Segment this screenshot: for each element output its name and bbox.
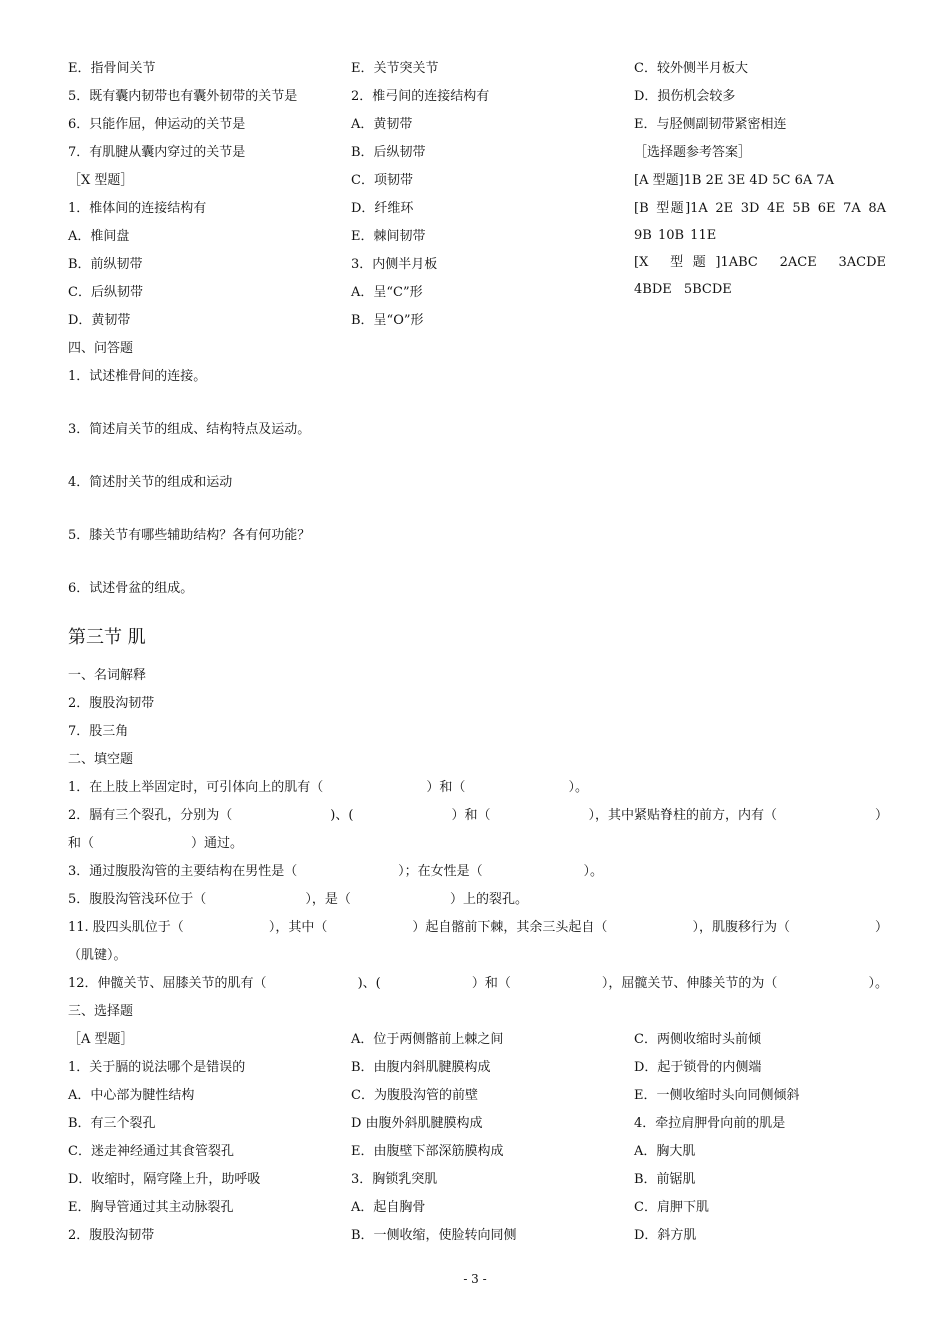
text-line: ［X 型题］ [68, 173, 134, 188]
text-line: A．黄韧带 [351, 117, 413, 132]
fill-text: 5．腹股沟管浅环位于（ [68, 892, 207, 907]
fill-item [68, 914, 888, 942]
fill-text: 1．在上肢上举固定时，可引体向上的肌有（ [68, 780, 324, 795]
fill-text: ）。 [868, 976, 888, 991]
text-line: 3．内侧半月板 [351, 257, 438, 272]
answer-key-heading: ［选择题参考答案］ [634, 145, 752, 160]
qa-item: 1．试述椎骨间的连接。 [68, 369, 207, 384]
fill-text: ）起自髂前下棘，其余三头起自（ [412, 920, 608, 935]
text-line: C．迷走神经通过其食管裂孔 [68, 1144, 234, 1159]
text-line: D．损伤机会较多 [634, 89, 736, 104]
text-line: A．位于两侧髂前上棘之间 [351, 1032, 504, 1047]
text-line: C．两侧收缩时头前倾 [634, 1032, 761, 1047]
term-item: 7．股三角 [68, 724, 129, 739]
top-column-3 [634, 55, 886, 303]
text-line: A．起自胸骨 [351, 1200, 426, 1215]
text-line: E．由腹壁下部深筋膜构成 [351, 1144, 504, 1159]
text-line: C．后纵韧带 [68, 285, 143, 300]
text-line: D 由腹外斜肌腱膜构成 [351, 1116, 483, 1131]
fill-text: )、( [357, 976, 381, 991]
section-title: 第三节 肌 [68, 627, 146, 648]
qa-item: 3．简述肩关节的组成、结构特点及运动。 [68, 422, 311, 437]
fill-text: ）和（ [451, 808, 491, 823]
text-line: A．胸大肌 [634, 1144, 696, 1159]
fill-item [68, 774, 588, 802]
text-line: 2．腹股沟韧带 [68, 1228, 155, 1243]
text-line: D．起于锁骨的内侧端 [634, 1060, 762, 1075]
text-line: C．肩胛下肌 [634, 1200, 709, 1215]
text-line: 6．只能作屈，伸运动的关节是 [68, 117, 246, 132]
fill-text: （肌键）。 [68, 948, 127, 963]
text-line: E．与胫侧副韧带紧密相连 [634, 117, 787, 132]
text-line: A．椎间盘 [68, 229, 130, 244]
fill-item [68, 830, 243, 858]
text-line: B．呈“O”形 [351, 313, 424, 328]
text-line: 1．关于膈的说法哪个是错误的 [68, 1060, 246, 1075]
qa-heading: 四、问答题 [68, 341, 134, 356]
fill-text: 2．膈有三个裂孔，分别为（ [68, 808, 233, 823]
text-line: B．有三个裂孔 [68, 1116, 156, 1131]
text-line: D．黄韧带 [68, 313, 131, 328]
fill-text: ） [874, 808, 888, 823]
text-line: A．呈“C”形 [351, 285, 423, 300]
text-line: C．较外侧半月板大 [634, 61, 748, 76]
fill-text: 12．伸髋关节、屈膝关节的肌有（ [68, 976, 267, 991]
choice-heading: 三、选择题 [68, 1004, 134, 1019]
top-column-1 [68, 55, 338, 335]
fill-text: 3．通过腹股沟管的主要结构在男性是（ [68, 864, 298, 879]
fill-text: ）和（ [471, 976, 511, 991]
text-line: E．一侧收缩时头向同侧倾斜 [634, 1088, 800, 1103]
choice-column-3 [634, 1026, 886, 1250]
fill-item [68, 858, 603, 886]
qa-item: 5．膝关节有哪些辅助结构？各有何功能？ [68, 528, 311, 543]
text-line: A．中心部为腱性结构 [68, 1088, 195, 1103]
fill-text: ）；在女性是（ [398, 864, 483, 879]
fill-text: ）上的裂孔。 [449, 892, 528, 907]
fill-text: ），是（ [305, 892, 351, 907]
fill-text: ） [874, 920, 888, 935]
fill-item [68, 942, 888, 970]
qa-item: 4．简述肘关节的组成和运动 [68, 475, 233, 490]
fill-text: ）。 [583, 864, 603, 879]
fill-heading: 二、填空题 [68, 752, 134, 767]
text-line: E．指骨间关节 [68, 61, 156, 76]
text-line: D．斜方肌 [634, 1228, 697, 1243]
text-line: B．由腹内斜肌腱膜构成 [351, 1060, 491, 1075]
fill-text: ）和（ [426, 780, 466, 795]
fill-text: )、( [330, 808, 354, 823]
answer-key-x: [X 型题]1ABC 2ACE 3ACDE 4BDE 5BCDE [634, 255, 886, 297]
choice-column-1 [68, 1026, 338, 1250]
text-line: D．收缩时，隔穹隆上升，助呼吸 [68, 1172, 261, 1187]
section-muscles [68, 620, 888, 1026]
fill-item [68, 886, 528, 914]
terms-heading: 一、名词解释 [68, 668, 147, 683]
text-line: D．纤维环 [351, 201, 414, 216]
text-line: C．为腹股沟管的前壁 [351, 1088, 478, 1103]
text-line: E．胸导管通过其主动脉裂孔 [68, 1200, 234, 1215]
text-line: 5．既有囊内韧带也有囊外韧带的关节是 [68, 89, 298, 104]
text-line: 2．椎弓间的连接结构有 [351, 89, 490, 104]
fill-text: 和（ [68, 836, 95, 851]
text-line: ［A 型题］ [68, 1032, 134, 1047]
fill-text: 11. 股四头肌位于（ [68, 920, 184, 935]
text-line: B．一侧收缩，使脸转向同侧 [351, 1228, 517, 1243]
fill-text: ）通过。 [190, 836, 243, 851]
text-line: C．项韧带 [351, 173, 413, 188]
answer-key-a: [A 型题]1B 2E 3E 4D 5C 6A 7A [634, 173, 835, 188]
text-line: B．后纵韧带 [351, 145, 426, 160]
answer-key-b: [B 型题]1A 2E 3D 4E 5B 6E 7A 8A 9B 10B 11E [634, 201, 886, 243]
text-line: B．前纵韧带 [68, 257, 143, 272]
term-item: 2．腹股沟韧带 [68, 696, 155, 711]
text-line: 4．牵拉肩胛骨向前的肌是 [634, 1116, 786, 1131]
qa-item: 6．试述骨盆的组成。 [68, 581, 194, 596]
choice-column-2 [351, 1026, 621, 1250]
qa-section [68, 335, 888, 603]
fill-text: ），其中紧贴脊柱的前方，内有（ [588, 808, 777, 823]
text-line: 3．胸锁乳突肌 [351, 1172, 438, 1187]
fill-text: ），屈髋关节、伸膝关节的为（ [601, 976, 778, 991]
text-line: E．棘间韧带 [351, 229, 426, 244]
fill-item [68, 802, 888, 830]
top-column-2 [351, 55, 621, 335]
fill-text: ），其中（ [268, 920, 328, 935]
text-line: E．关节突关节 [351, 61, 439, 76]
text-line: 1．椎体间的连接结构有 [68, 201, 207, 216]
fill-item [68, 970, 888, 998]
text-line: B．前锯肌 [634, 1172, 696, 1187]
page-number: - 3 - [463, 1272, 487, 1286]
fill-text: ），肌腹移行为（ [692, 920, 790, 935]
text-line: 7．有肌腱从囊内穿过的关节是 [68, 145, 246, 160]
fill-text: ）。 [568, 780, 588, 795]
